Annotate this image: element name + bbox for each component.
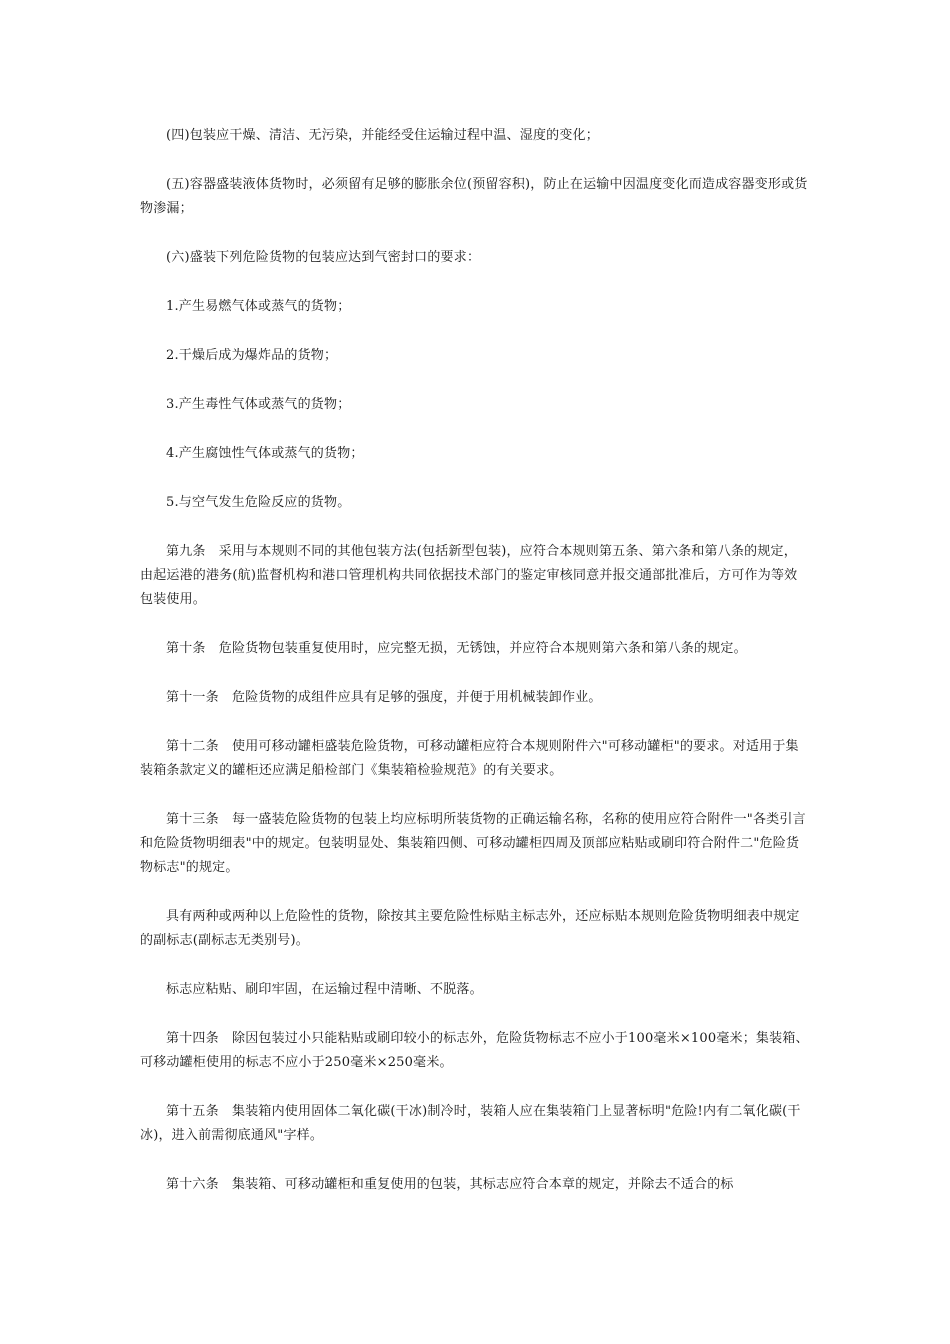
article-13: 第十三条 每一盛装危险货物的包装上均应标明所装货物的正确运输名称，名称的使用应符合附件一"各类引言和危险货物明细表"中的规定。包装明显处、集装箱四侧、可移动罐柜四周及顶部应粘贴或刷印符合附件二"危险货物标志"的规定。	[140, 812, 806, 875]
paragraph: (四)包装应干燥、清洁、无污染，并能经受住运输过程中温、湿度的变化；	[166, 128, 599, 143]
article-15: 第十五条 集装箱内使用固体二氧化碳(干冰)制冷时，装箱人应在集装箱门上显著标明"危险!内有二氧化碳(干冰)，进入前需彻底通风"字样。	[140, 1104, 801, 1143]
article-11: 第十一条 危险货物的成组件应具有足够的强度，并便于用机械装卸作业。	[166, 690, 602, 705]
paragraph: (六)盛装下列危险货物的包装应达到气密封口的要求：	[166, 250, 481, 265]
article-16: 第十六条 集装箱、可移动罐柜和重复使用的包装，其标志应符合本章的规定，并除去不适合的标	[166, 1177, 734, 1192]
article-10: 第十条 危险货物包装重复使用时，应完整无损，无锈蚀，并应符合本规则第六条和第八条的规定。	[166, 641, 747, 656]
list-item: 1.产生易燃气体或蒸气的货物；	[166, 299, 351, 314]
article-12: 第十二条 使用可移动罐柜盛装危险货物，可移动罐柜应符合本规则附件六"可移动罐柜"的要求。对适用于集装箱条款定义的罐柜还应满足船检部门《集装箱检验规范》的有关要求。	[140, 739, 799, 778]
article-9: 第九条 采用与本规则不同的其他包装方法(包括新型包装)，应符合本规则第五条、第六条和第八条的规定，由起运港的港务(航)监督机构和港口管理机构共同依据技术部门的鉴定审核同意并报交通部批准后，方可作为等效包装使用。	[140, 544, 798, 607]
list-item: 5.与空气发生危险反应的货物。	[166, 495, 351, 510]
paragraph: 标志应粘贴、刷印牢固，在运输过程中清晰、不脱落。	[166, 982, 483, 997]
list-item: 4.产生腐蚀性气体或蒸气的货物；	[166, 446, 364, 461]
paragraph: (五)容器盛装液体货物时，必须留有足够的膨胀余位(预留容积)，防止在运输中因温度变化而造成容器变形或货物渗漏；	[140, 177, 808, 216]
list-item: 3.产生毒性气体或蒸气的货物；	[166, 397, 351, 412]
document-body	[140, 124, 810, 1222]
paragraph: 具有两种或两种以上危险性的货物，除按其主要危险性标贴主标志外，还应标贴本规则危险货物明细表中规定的副标志(副标志无类别号)。	[140, 909, 800, 948]
list-item: 2.干燥后成为爆炸品的货物；	[166, 348, 338, 363]
article-14: 第十四条 除因包装过小只能粘贴或刷印较小的标志外，危险货物标志不应小于100毫米×100毫米；集装箱、可移动罐柜使用的标志不应小于250毫米×250毫米。	[140, 1031, 809, 1070]
